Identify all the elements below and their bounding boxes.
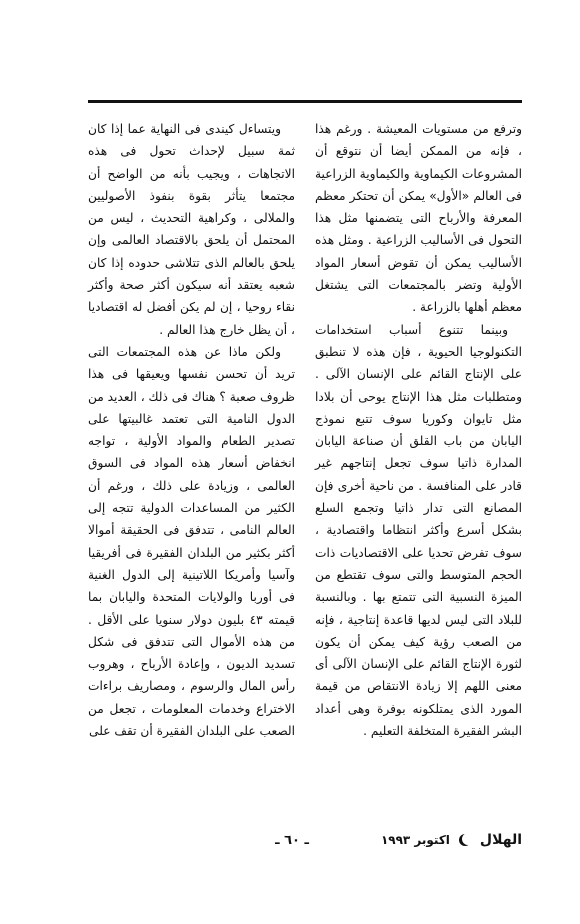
crescent-icon	[462, 833, 474, 845]
issue-date: اكتوبر ١٩٩٣	[380, 833, 450, 847]
magazine-logo	[458, 832, 522, 848]
paragraph: وبينما تتنوع أسباب استخدامات التكنولوجيا الحيوية ، فإن هذه لا تنطبق على الإنتاج القائم على الإنسان الآلى . ومتطلبات مثل هذا الإنتاج يوحى أن بلادا مثل تايوان وكوريا سوف تتبع نموذج اليابان من باب القلق أن صناعة اليابان المدارة ذاتيا سوف تجعل إنتاجهم غير قادر على المنافسة . من ناحية أخرى فإن المصانع التى تدار ذاتيا وتجمع السلع بشكل أسرع وأكثر انتظاما واقتصادية ، سوف تفرض تحديا على الاقتصاديات ذات الحجم المتوسط والتى سوف تقتطع من الميزة النسبية التى تتمتع بها . وبالنسبة للبلاد التى ليس لديها قاعدة إنتاجية ، فإنه من الصعب رؤية كيف يمكن أن يكون لثورة الإنتاج القائم على الإنسان الآلى أى معنى اللهم إلا زيادة الانتقاص من قيمة المورد الذى يمتلكونه بوفرة وهى أعداد البشر الفقيرة المتخلفة التعليم .	[315, 322, 522, 739]
paragraph: ولكن ماذا عن هذه المجتمعات التى تريد أن تحسن نفسها ويعيقها فى هذا ظروف صعبة ؟ هناك فى ذلك ، العديد من الدول النامية التى تعتمد غالبيتها على تصدير الطعام والمواد الأولية ، تواجه انخفاض أسعار هذه المواد فى السوق العالمى ، وزيادة على ذلك ، ورغم أن الكثير من المساعدات الدولية تتجه إلى العالم النامى ، تتدفق فى الحقيقة أموالا أكثر بكثير من البلدان الفقيرة فى أفريقيا وآسيا وأمريكا اللاتينية إلى الدول الغنية فى أوربا والولايات المتحدة واليابان بما قيمته ٤٣ بليون دولار سنويا على الأقل . من هذه الأموال التى تتدفق فى شكل تسديد الديون ، وإعادة الأرباح ، وهروب رأس المال والرسوم ، ومصاريف براءات الاختراع وخدمات المعلومات ، تجعل من الصعب على البلدان الفقيرة أن تقف على	[87, 344, 295, 739]
page-number: ـ ٦٠ ـ	[275, 832, 309, 848]
header-rule	[88, 100, 522, 103]
article-body	[88, 118, 522, 742]
paragraph: وترفع من مستويات المعيشة . ورغم هذا ، فإنه من الممكن أيضا أن نتوقع أن المشروعات الكيماوية والكيماوية الزراعية فى العالم «الأول» يمكن أن تحتكر معظم المعرفة والأرباح التى يتضمنها مثل هذا التحول فى الأساليب الزراعية . ومثل هذه الأساليب يمكن أن تقوض أسعار المواد الأولية وتضر بالمجتمعات التى يشتغل معظم أهلها بالزراعة .	[315, 122, 522, 315]
magazine-name: الهلال	[479, 832, 522, 848]
right-column	[315, 118, 522, 742]
paragraph: ويتساءل كيندى فى النهاية عما إذا كان ثمة سبيل لإحداث تحول فى هذه الاتجاهات ، ويجيب بأنه من الواضح أن مجتمعا يتأثر بقوة بنفوذ الأصوليين والملالى ، وكراهية التحديث ، ليس من المحتمل أن يلحق بالاقتصاد العالمى وإن يلحق بالعالم الذى تتلاشى حدوده إذا كان شعبه يعتقد أنه سيكون أكثر صحة وأكثر نقاء روحيا ، إن لم يكن أفضل له اقتصاديا ، أن يظل خارج هذا العالم .	[88, 122, 295, 337]
page-footer	[88, 828, 522, 852]
left-column	[88, 118, 295, 742]
